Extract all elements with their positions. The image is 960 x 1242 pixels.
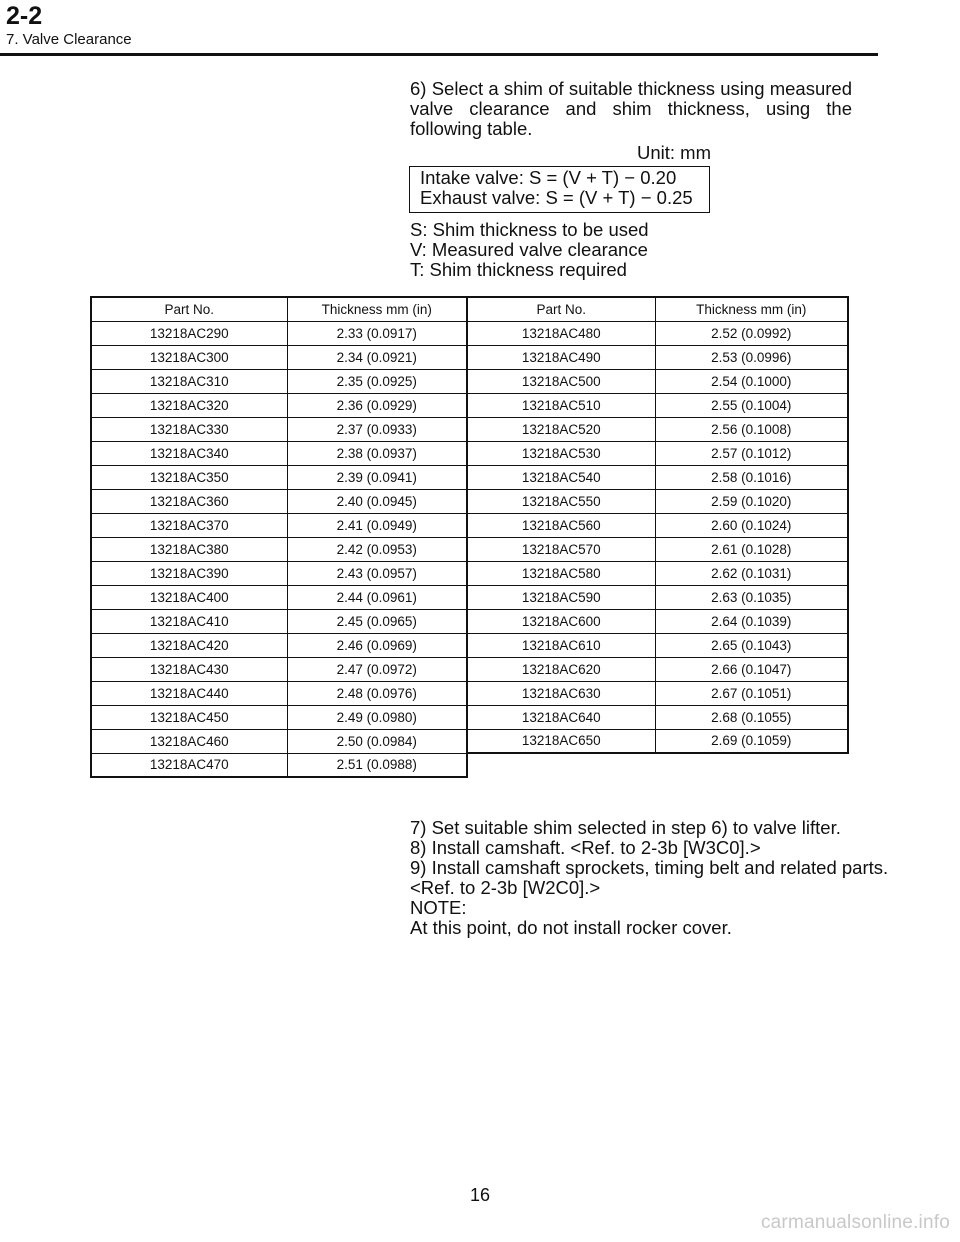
table-row [91,417,848,441]
thickness-cell: 2.33 (0.0917) [287,321,467,345]
thickness-cell: 2.52 (0.0992) [655,321,848,345]
thickness-cell: 2.46 (0.0969) [287,633,467,657]
watermark: carmanualsonline.info [760,1212,950,1233]
part-number-cell: 13218AC390 [91,561,287,585]
step-9: 9) Install camshaft sprockets, timing belt and related parts. [410,857,889,878]
table-body [91,321,848,777]
part-number-cell: 13218AC640 [467,705,655,729]
part-number-cell: 13218AC600 [467,609,655,633]
legend-v: V: Measured valve clearance [410,239,648,260]
part-number-cell: 13218AC520 [467,417,655,441]
legend-t: T: Shim thickness required [410,259,627,280]
legend-s: S: Shim thickness to be used [410,219,649,240]
thickness-cell: 2.40 (0.0945) [287,489,467,513]
steps-block [410,818,888,898]
thickness-cell: 2.49 (0.0980) [287,705,467,729]
part-number-cell: 13218AC430 [91,657,287,681]
part-number-cell: 13218AC420 [91,633,287,657]
thickness-cell: 2.42 (0.0953) [287,537,467,561]
shim-table [90,296,849,778]
table-row [91,369,848,393]
thickness-cell: 2.66 (0.1047) [655,657,848,681]
part-number-cell: 13218AC480 [467,321,655,345]
part-number-cell: 13218AC320 [91,393,287,417]
empty-cell [467,753,655,777]
thickness-cell: 2.68 (0.1055) [655,705,848,729]
part-number-cell: 13218AC650 [467,729,655,753]
thickness-cell: 2.47 (0.0972) [287,657,467,681]
thickness-cell: 2.48 (0.0976) [287,681,467,705]
part-number-cell: 13218AC470 [91,753,287,777]
table-row [91,321,848,345]
part-number-cell: 13218AC570 [467,537,655,561]
table-row [91,537,848,561]
unit-label: Unit: mm [637,142,711,163]
table-row [91,561,848,585]
header-rule [0,53,878,56]
thickness-cell: 2.63 (0.1035) [655,585,848,609]
thickness-cell: 2.36 (0.0929) [287,393,467,417]
table-row [91,465,848,489]
table-row [91,609,848,633]
thickness-cell: 2.35 (0.0925) [287,369,467,393]
section-number: 2-2 [6,2,43,30]
part-number-cell: 13218AC560 [467,513,655,537]
part-number-cell: 13218AC610 [467,633,655,657]
thickness-cell: 2.43 (0.0957) [287,561,467,585]
section-title: 7. Valve Clearance [6,31,132,48]
table-row [91,585,848,609]
table-row [91,393,848,417]
step-7: 7) Set suitable shim selected in step 6) to valve lifter. [410,817,841,838]
thickness-cell: 2.60 (0.1024) [655,513,848,537]
table-row [91,513,848,537]
part-number-cell: 13218AC440 [91,681,287,705]
table-row [91,681,848,705]
part-number-cell: 13218AC510 [467,393,655,417]
part-number-cell: 13218AC290 [91,321,287,345]
part-number-cell: 13218AC590 [467,585,655,609]
part-number-cell: 13218AC350 [91,465,287,489]
step-6-text: 6) Select a shim of suitable thickness using measured valve clearance and shim thickness, using the following table. [410,78,852,139]
part-number-cell: 13218AC530 [467,441,655,465]
thickness-cell: 2.61 (0.1028) [655,537,848,561]
part-number-cell: 13218AC450 [91,705,287,729]
thickness-cell: 2.58 (0.1016) [655,465,848,489]
column-header: Thickness mm (in) [655,297,848,321]
exhaust-formula: Exhaust valve: S = (V + T) − 0.25 [420,187,693,208]
step-8: 8) Install camshaft. <Ref. to 2-3b [W3C0].> [410,837,761,858]
thickness-cell: 2.44 (0.0961) [287,585,467,609]
thickness-cell: 2.67 (0.1051) [655,681,848,705]
thickness-cell: 2.39 (0.0941) [287,465,467,489]
part-number-cell: 13218AC340 [91,441,287,465]
note-label: NOTE: [410,897,467,918]
column-header: Part No. [467,297,655,321]
thickness-cell: 2.69 (0.1059) [655,729,848,753]
table-row [91,489,848,513]
thickness-cell: 2.50 (0.0984) [287,729,467,753]
table-row [91,633,848,657]
note-block [410,898,732,938]
note-text: At this point, do not install rocker cover. [410,917,732,938]
part-number-cell: 13218AC410 [91,609,287,633]
part-number-cell: 13218AC300 [91,345,287,369]
step-9-ref: <Ref. to 2-3b [W2C0].> [410,877,601,898]
part-number-cell: 13218AC490 [467,345,655,369]
part-number-cell: 13218AC500 [467,369,655,393]
table-row [91,345,848,369]
part-number-cell: 13218AC370 [91,513,287,537]
part-number-cell: 13218AC580 [467,561,655,585]
part-number-cell: 13218AC550 [467,489,655,513]
thickness-cell: 2.55 (0.1004) [655,393,848,417]
part-number-cell: 13218AC360 [91,489,287,513]
table-row [91,657,848,681]
empty-cell [655,753,848,777]
intake-formula: Intake valve: S = (V + T) − 0.20 [420,167,677,188]
table-header-row [91,297,848,321]
thickness-cell: 2.41 (0.0949) [287,513,467,537]
thickness-cell: 2.53 (0.0996) [655,345,848,369]
thickness-cell: 2.51 (0.0988) [287,753,467,777]
table-row [91,753,848,777]
thickness-cell: 2.65 (0.1043) [655,633,848,657]
formula-legend [410,220,649,280]
page-number: 16 [469,1185,491,1205]
part-number-cell: 13218AC310 [91,369,287,393]
table-row [91,441,848,465]
table-row [91,705,848,729]
thickness-cell: 2.62 (0.1031) [655,561,848,585]
thickness-cell: 2.45 (0.0965) [287,609,467,633]
thickness-cell: 2.59 (0.1020) [655,489,848,513]
part-number-cell: 13218AC540 [467,465,655,489]
part-number-cell: 13218AC460 [91,729,287,753]
table-row [91,729,848,753]
thickness-cell: 2.37 (0.0933) [287,417,467,441]
part-number-cell: 13218AC330 [91,417,287,441]
part-number-cell: 13218AC620 [467,657,655,681]
thickness-cell: 2.56 (0.1008) [655,417,848,441]
part-number-cell: 13218AC630 [467,681,655,705]
part-number-cell: 13218AC380 [91,537,287,561]
column-header: Part No. [91,297,287,321]
thickness-cell: 2.64 (0.1039) [655,609,848,633]
part-number-cell: 13218AC400 [91,585,287,609]
formula-box [409,166,710,213]
thickness-cell: 2.38 (0.0937) [287,441,467,465]
column-header: Thickness mm (in) [287,297,467,321]
thickness-cell: 2.54 (0.1000) [655,369,848,393]
thickness-cell: 2.34 (0.0921) [287,345,467,369]
thickness-cell: 2.57 (0.1012) [655,441,848,465]
